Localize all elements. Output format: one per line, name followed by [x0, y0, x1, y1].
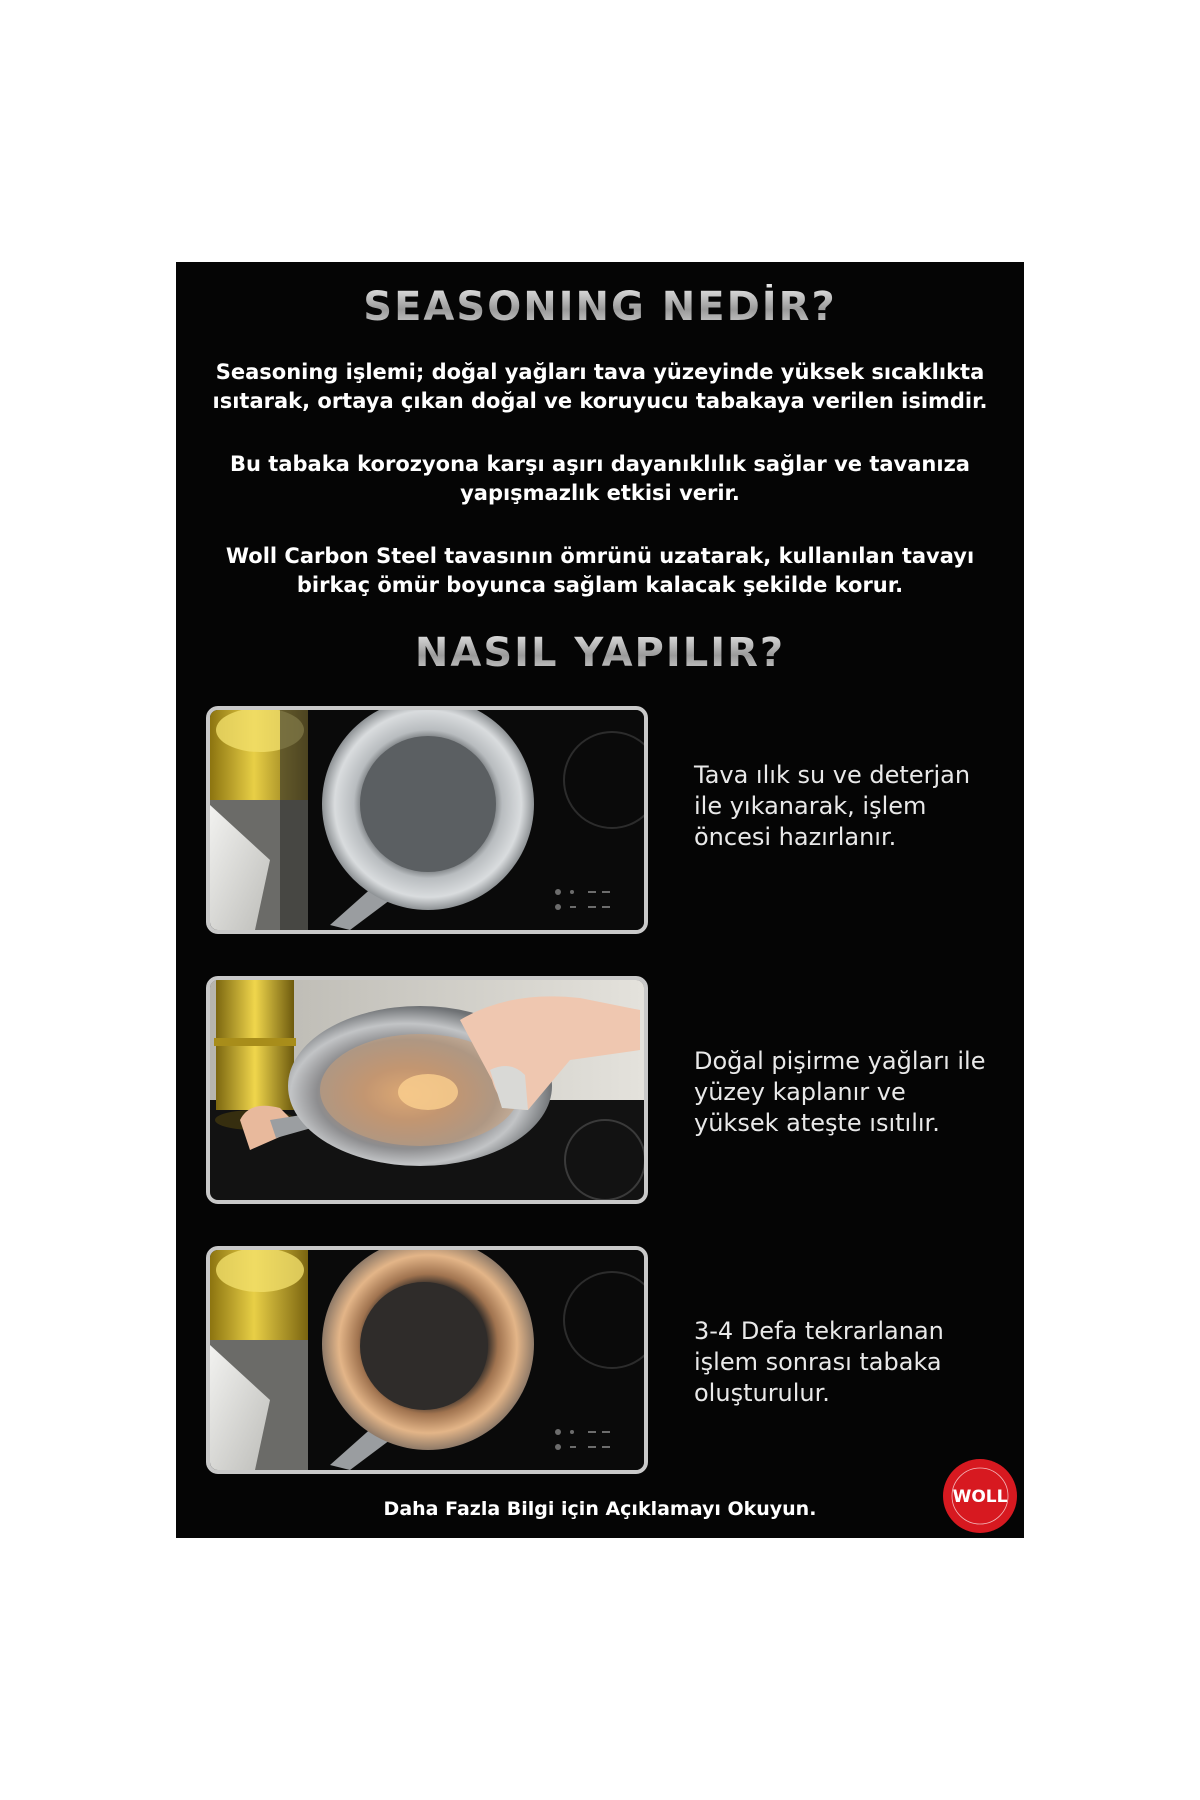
woll-logo — [942, 1458, 1018, 1534]
step-1-image — [206, 706, 648, 934]
step-1-text: Tava ılık su ve deterjan ile yıkanarak, işlem öncesi hazırlanır. — [694, 761, 971, 851]
step-2-text: Doğal pişirme yağları ile yüzey kaplanır ve yüksek ateşte ısıtılır. — [694, 1047, 986, 1137]
benefit-paragraph: Bu tabaka korozyona karşı aşırı dayanıklılık sağlar ve tavanıza yapışmazlık etkisi verir. — [230, 452, 970, 505]
footer-read-description: Daha Fazla Bilgi için Açıklamayı Okuyun. — [383, 1498, 817, 1520]
title-what-is-seasoning: SEASONING NEDİR? — [176, 284, 1024, 330]
step-2-image — [206, 976, 648, 1204]
logo-brand-text: WOLL — [952, 1487, 1008, 1507]
step-3-image — [206, 1246, 648, 1474]
lifespan-paragraph: Woll Carbon Steel tavasının ömrünü uzatarak, kullanılan tavayı birkaç ömür boyunca sağlam kalacak şekilde korur. — [225, 544, 975, 597]
seasoning-info-panel — [176, 262, 1024, 1538]
title-how-to: NASIL YAPILIR? — [176, 630, 1024, 676]
step-3-text: 3-4 Defa tekrarlanan işlem sonrası tabaka oluşturulur. — [694, 1317, 944, 1407]
intro-paragraph: Seasoning işlemi; doğal yağları tava yüzeyinde yüksek sıcaklıkta ısıtarak, ortaya çıkan doğal ve koruyucu tabakaya verilen isimdir. — [212, 360, 988, 413]
